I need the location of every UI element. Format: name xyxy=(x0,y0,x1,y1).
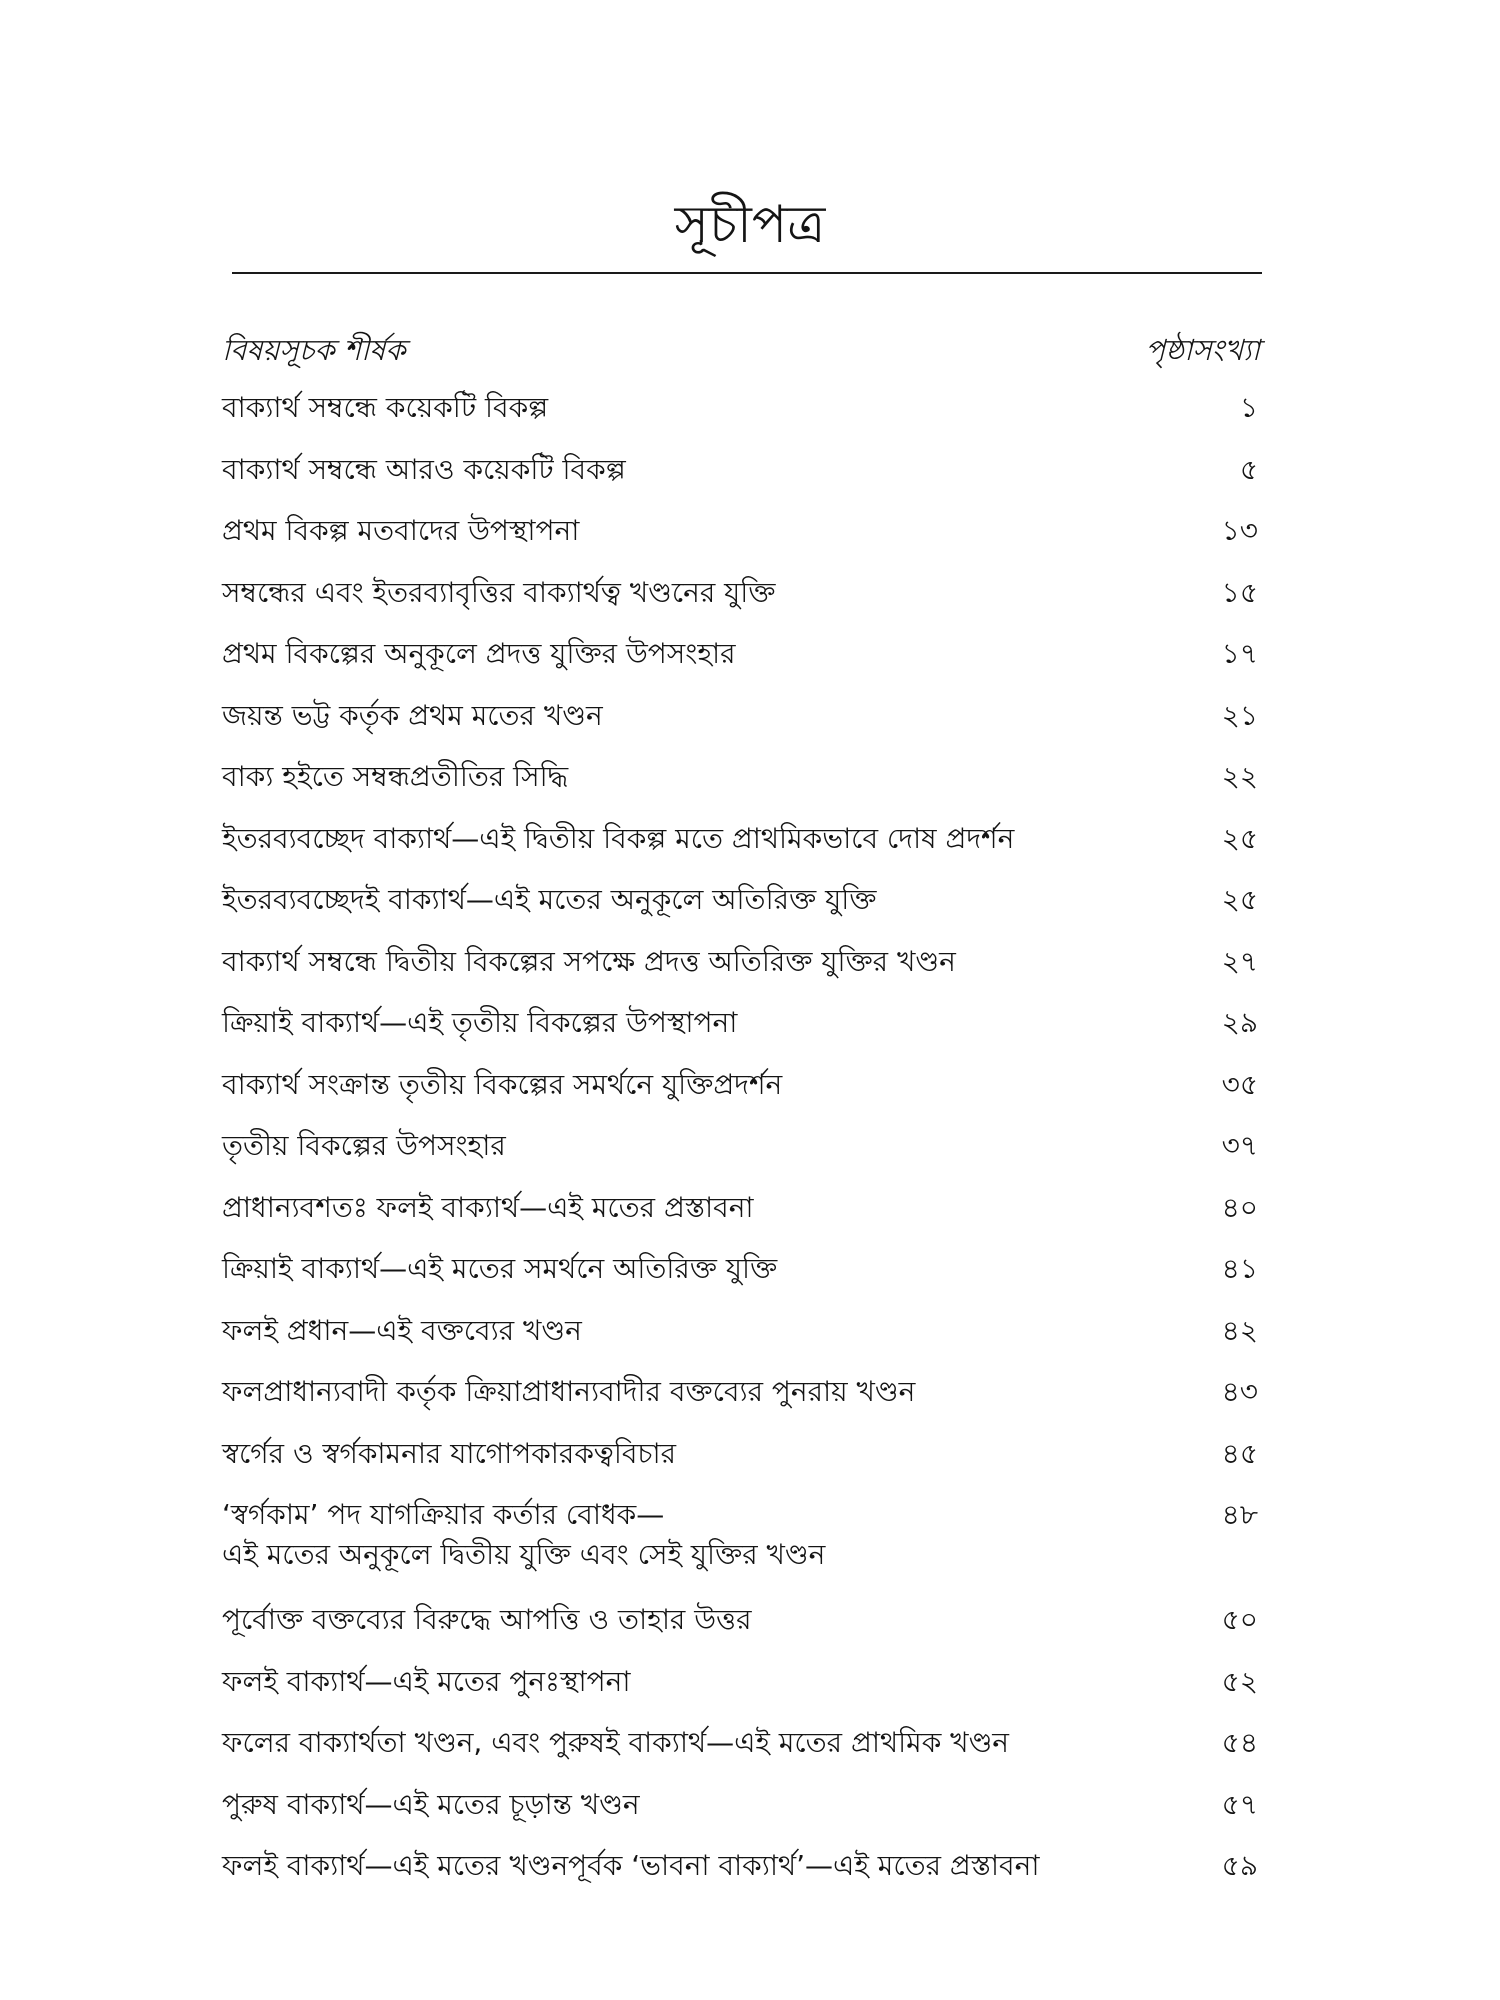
toc-entry-title: ক্রিয়াই বাক্যার্থ—এই মতের সমর্থনে অতিরিক্ত যুক্তি xyxy=(222,1252,778,1285)
toc-entry-title: প্রাধান্যবশতঃ ফলই বাক্যার্থ—এই মতের প্রস্তাবনা xyxy=(222,1190,754,1224)
toc-entry-title: সম্বন্ধের এবং ইতরব্যাবৃত্তির বাক্যার্থত্ব খণ্ডনের যুক্তি xyxy=(222,575,776,609)
toc-entry-title: বাক্যার্থ সম্বন্ধে কয়েকটি বিকল্প xyxy=(222,391,549,424)
toc-entry xyxy=(222,1662,1262,1724)
toc-entry xyxy=(222,388,1262,450)
toc-entry-title: বাক্যার্থ সম্বন্ধে দ্বিতীয় বিকল্পের সপক্ষে প্রদত্ত অতিরিক্ত যুক্তির খণ্ডন xyxy=(222,944,956,978)
toc-entry-title: বাক্য হইতে সম্বন্ধপ্রতীতির সিদ্ধি xyxy=(222,760,569,793)
toc-entry xyxy=(222,573,1262,635)
toc-entry xyxy=(222,1126,1262,1188)
toc-entry xyxy=(222,942,1262,1004)
toc-entry-page: ১৩ xyxy=(1221,514,1258,547)
toc-entry-page: ৫২ xyxy=(1221,1664,1258,1698)
toc-entry-page: ২৭ xyxy=(1221,944,1258,978)
toc-entry-title: ‘স্বর্গকাম’ পদ যাগক্রিয়ার কর্তার বোধক— xyxy=(222,1498,665,1531)
toc-entry-page: ২৫ xyxy=(1221,821,1258,855)
toc-entry-title: ইতরব্যবচ্ছেদই বাক্যার্থ—এই মতের অনুকূলে অতিরিক্ত যুক্তি xyxy=(222,883,877,916)
toc-entry-title: তৃতীয় বিকল্পের উপসংহার xyxy=(222,1129,506,1162)
toc-entry-title-continued: এই মতের অনুকূলে দ্বিতীয় যুক্তি এবং সেই যুক্তির খণ্ডন xyxy=(222,1538,826,1571)
toc-entry-page: ৪৫ xyxy=(1221,1436,1258,1470)
toc-entry xyxy=(222,757,1262,819)
toc-entry-title: বাক্যার্থ সংক্রান্ত তৃতীয় বিকল্পের সমর্থনে যুক্তিপ্রদর্শন xyxy=(222,1067,783,1101)
toc-entry-title: ফলই বাক্যার্থ—এই মতের পুনঃস্থাপনা xyxy=(222,1664,631,1698)
toc-entry-page: ৫৭ xyxy=(1221,1787,1258,1821)
toc-entry-title: ফলই প্রধান—এই বক্তব্যের খণ্ডন xyxy=(222,1313,582,1347)
toc-entry-title: প্রথম বিকল্প মতবাদের উপস্থাপনা xyxy=(222,514,580,547)
toc-entry-page: ৫৪ xyxy=(1221,1726,1258,1759)
toc-entry-page: ২১ xyxy=(1221,698,1258,732)
toc-entry xyxy=(222,634,1262,696)
toc-entry xyxy=(222,1003,1262,1065)
toc-entry-page: ২২ xyxy=(1221,760,1258,793)
toc-entry-title: পূর্বোক্ত বক্তব্যের বিরুদ্ধে আপত্তি ও তাহার উত্তর xyxy=(222,1603,752,1636)
toc-entry xyxy=(222,1846,1262,1908)
toc-entry-title: পুরুষ বাক্যার্থ—এই মতের চূড়ান্ত খণ্ডন xyxy=(222,1787,640,1821)
toc-entry-page: ৪৮ xyxy=(1221,1498,1258,1531)
toc-entry-title: ফলপ্রাধান্যবাদী কর্তৃক ক্রিয়াপ্রাধান্যবাদীর বক্তব্যের পুনরায় খণ্ডন xyxy=(222,1375,916,1408)
toc-entry xyxy=(222,1372,1262,1434)
toc-entry-title: ইতরব্যবচ্ছেদ বাক্যার্থ—এই দ্বিতীয় বিকল্প মতে প্রাথমিকভাবে দোষ প্রদর্শন xyxy=(222,821,1015,855)
title-divider xyxy=(232,272,1262,274)
toc-entry-title: ফলই বাক্যার্থ—এই মতের খণ্ডনপূর্বক ‘ভাবনা বাক্যার্থ’—এই মতের প্রস্তাবনা xyxy=(222,1849,1040,1882)
column-header-topic: বিষয়সূচক শীর্ষক xyxy=(222,333,406,367)
toc-entry-title: স্বর্গের ও স্বর্গকামনার যাগোপকারকত্ববিচার xyxy=(222,1436,677,1470)
toc-entry-page: ৪৩ xyxy=(1221,1375,1258,1408)
toc-entry xyxy=(222,1434,1262,1496)
toc-entry-title: জয়ন্ত ভট্ট কর্তৃক প্রথম মতের খণ্ডন xyxy=(222,698,603,732)
toc-entry-page: ৩৭ xyxy=(1221,1129,1258,1162)
toc-entry-title: ফলের বাক্যার্থতা খণ্ডন, এবং পুরুষই বাক্যার্থ—এই মতের প্রাথমিক খণ্ডন xyxy=(222,1726,1010,1759)
toc-entry-page: ২৯ xyxy=(1221,1006,1258,1039)
toc-entry xyxy=(222,1600,1262,1662)
toc-entry-page: ১৭ xyxy=(1221,637,1258,670)
toc-entry xyxy=(222,1495,1262,1600)
toc-entry xyxy=(222,511,1262,573)
toc-entry xyxy=(222,696,1262,758)
toc-entry xyxy=(222,1785,1262,1847)
toc-entry-title: ক্রিয়াই বাক্যার্থ—এই তৃতীয় বিকল্পের উপস্থাপনা xyxy=(222,1006,738,1039)
toc-entry-title: বাক্যার্থ সম্বন্ধে আরও কয়েকটি বিকল্প xyxy=(222,452,626,486)
toc-entry-page: ৫ xyxy=(1239,452,1258,486)
toc-entry-page: ৫৯ xyxy=(1221,1849,1258,1882)
toc-entry xyxy=(222,1311,1262,1373)
toc-list xyxy=(222,388,1262,1908)
toc-entry-page: ৩৫ xyxy=(1221,1067,1258,1101)
toc-entry xyxy=(222,1188,1262,1250)
toc-entry-page: ৪০ xyxy=(1221,1190,1258,1224)
toc-entry xyxy=(222,880,1262,942)
toc-entry xyxy=(222,450,1262,512)
column-header-page: পৃষ্ঠাসংখ্যা xyxy=(1145,333,1260,367)
toc-entry-page: ১ xyxy=(1239,391,1258,424)
page-title: সূচীপত্র xyxy=(674,195,826,255)
toc-entry-page: ৪১ xyxy=(1221,1252,1258,1285)
toc-entry-page: ১৫ xyxy=(1221,575,1258,609)
toc-entry-title-block xyxy=(222,1495,1178,1575)
toc-entry xyxy=(222,1723,1262,1785)
toc-entry xyxy=(222,1065,1262,1127)
toc-entry xyxy=(222,1249,1262,1311)
toc-entry-page: ৪২ xyxy=(1221,1313,1258,1347)
toc-entry xyxy=(222,819,1262,881)
toc-entry-page: ৫০ xyxy=(1221,1603,1258,1636)
toc-entry-page: ২৫ xyxy=(1221,883,1258,916)
toc-entry-title: প্রথম বিকল্পের অনুকূলে প্রদত্ত যুক্তির উপসংহার xyxy=(222,637,736,670)
